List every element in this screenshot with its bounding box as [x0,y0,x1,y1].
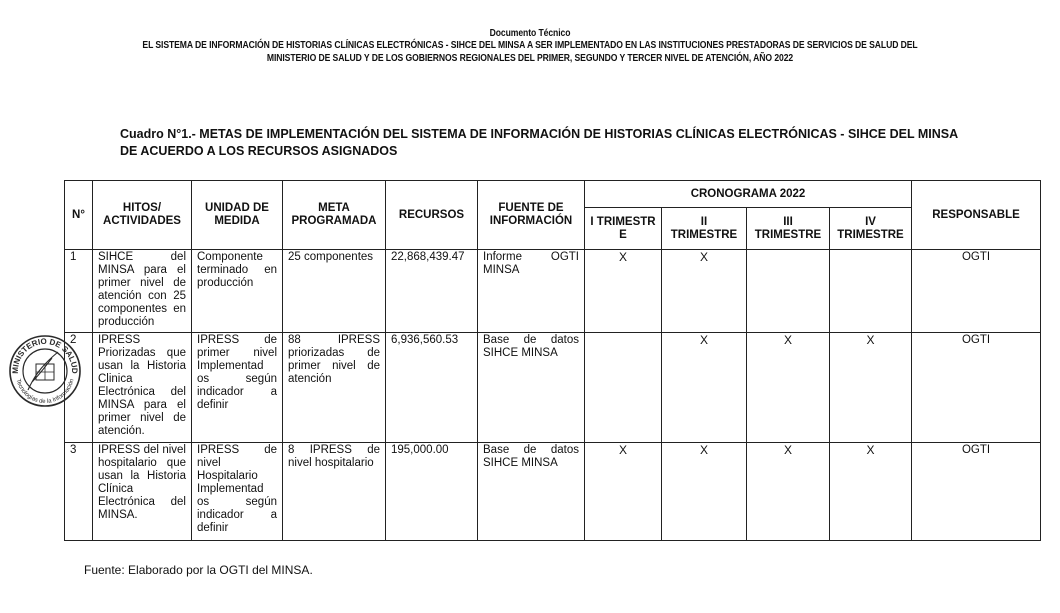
table-caption [120,126,1040,160]
ministry-seal-stamp-icon [6,332,84,410]
cell-q1: X [585,250,662,333]
cell-q3: X [747,333,830,443]
header-num: N° [65,181,93,250]
cell-meta: 25 componentes [283,250,386,333]
cell-meta: 88 IPRESS priorizadas de primer nivel de atención [283,333,386,443]
cell-num: 3 [65,443,93,541]
table-row [65,443,1041,541]
table-row [65,333,1041,443]
cell-fuente: Informe OGTI MINSA [478,250,585,333]
cell-hitos: SIHCE del MINSA para el primer nivel de atención con 25 componentes en producción [93,250,192,333]
header-responsable: RESPONSABLE [912,181,1041,250]
cell-q4: X [830,333,912,443]
cell-unidad: IPRESS de nivel Hospitalario Implementad os según indicador a definir [192,443,283,541]
svg-text:Tecnologías de la Información [15,379,76,406]
cell-q3: X [747,443,830,541]
stamp-top-text: MINISTERIO DE SALUD [10,336,80,374]
document-title-line-2: MINISTERIO DE SALUD Y DE LOS GOBIERNOS REGIONALES DEL PRIMER, SEGUNDO Y TERCER NIVEL DE ATENCIÓN, AÑO 2022 [266,53,794,64]
cell-q4: X [830,443,912,541]
cell-q2: X [662,333,747,443]
cell-num: 2 [65,333,93,443]
document-title-line-1: EL SISTEMA DE INFORMACIÓN DE HISTORIAS CLÍNICAS ELECTRÓNICAS - SIHCE DEL MINSA A SER IMPLEMENTADO EN LAS INSTITUCIONES PRESTADORAS DE SERVICIOS DE SALUD DEL [142,40,918,51]
cell-responsable: OGTI [912,250,1041,333]
cell-q3 [747,250,830,333]
header-q3: III TRIMESTRE [747,208,830,250]
cell-fuente: Base de datos SIHCE MINSA [478,443,585,541]
source-footnote: Fuente: Elaborado por la OGTI del MINSA. [84,563,313,577]
header-fuente: FUENTE DE INFORMACIÓN [478,181,585,250]
caption-line-1: Cuadro N°1.- METAS DE IMPLEMENTACIÓN DEL SISTEMA DE INFORMACIÓN DE HISTORIAS CLÍNICAS ELECTRÓNICAS - SIHCE DEL MINSA [120,127,959,141]
cell-q2: X [662,443,747,541]
header-q1: I TRIMESTR E [585,208,662,250]
header-unidad: UNIDAD DE MEDIDA [192,181,283,250]
goals-table [64,180,1041,541]
header-recursos: RECURSOS [386,181,478,250]
stamp-bottom-text: Tecnologías de la Información [14,378,76,406]
cell-recursos: 6,936,560.53 [386,333,478,443]
header-cronograma: CRONOGRAMA 2022 [585,181,912,208]
cell-hitos: IPRESS Priorizadas que usan la Historia Clinica Electrónica del MINSA para el primer nivel de atención. [93,333,192,443]
cell-recursos: 22,868,439.47 [386,250,478,333]
header-hitos: HITOS/ ACTIVIDADES [93,181,192,250]
header-q2: II TRIMESTRE [662,208,747,250]
cell-unidad: Componente terminado en producción [192,250,283,333]
cell-fuente: Base de datos SIHCE MINSA [478,333,585,443]
cell-meta: 8 IPRESS de nivel hospitalario [283,443,386,541]
cell-q2: X [662,250,747,333]
caption-line-2: DE ACUERDO A LOS RECURSOS ASIGNADOS [120,144,398,158]
cell-q4 [830,250,912,333]
cell-responsable: OGTI [912,333,1041,443]
cell-q1: X [585,443,662,541]
cell-num: 1 [65,250,93,333]
cell-q1 [585,333,662,443]
header-q4: IV TRIMESTRE [830,208,912,250]
document-type: Documento Técnico [489,28,571,39]
cell-unidad: IPRESS de primer nivel Implementad os según indicador a definir [192,333,283,443]
cell-hitos: IPRESS del nivel hospitalario que usan la Historia Clínica Electrónica del MINSA. [93,443,192,541]
header-meta: META PROGRAMADA [283,181,386,250]
table-row [65,250,1041,333]
cell-recursos: 195,000.00 [386,443,478,541]
cell-responsable: OGTI [912,443,1041,541]
